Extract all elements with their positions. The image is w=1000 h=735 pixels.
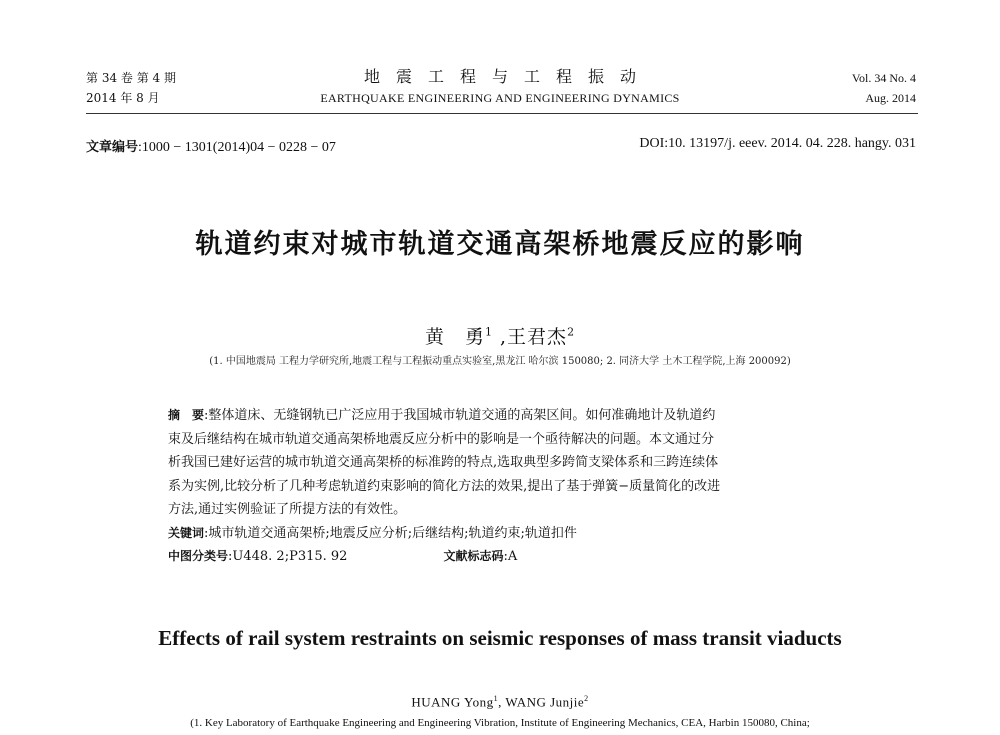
issue-volume: 第 34 卷 第 4 期 <box>86 71 176 85</box>
clc-value: :U448. 2;P315. 92 <box>228 549 348 564</box>
author-cn-2: 王君杰 <box>507 326 568 348</box>
author-en-2: WANG Junjie <box>505 694 585 710</box>
issue-info-en <box>852 68 916 108</box>
authors-cn <box>0 322 1000 349</box>
clc-label: 中图分类号 <box>168 549 229 563</box>
issue-date-en: Aug. 2014 <box>865 91 916 105</box>
keywords-value: :城市轨道交通高架桥;地震反应分析;后继结构;轨道约束;轨道扣件 <box>204 525 577 541</box>
abstract-line: 系为实例,比较分析了几种考虑轨道约束影响的简化方法的效果,提出了基于弹簧−质量简化的改进 <box>168 478 721 494</box>
authors-en <box>0 694 1000 710</box>
doi: DOI:10. 13197/j. eeev. 2014. 04. 228. hangy. 031 <box>639 136 916 151</box>
issue-volume-en: Vol. 34 No. 4 <box>851 71 916 85</box>
article-number-label: 文章编号 <box>86 140 139 155</box>
abstract-line: 方法,通过实例验证了所提方法的有效性。 <box>168 502 407 517</box>
paper-title-cn: 轨道约束对城市轨道交通高架桥地震反应的影响 <box>195 229 805 260</box>
keywords-label: 关键词 <box>168 525 205 540</box>
abstract-block <box>168 404 836 569</box>
keywords <box>168 522 836 546</box>
header-divider <box>86 113 918 114</box>
author-separator: , <box>492 326 508 348</box>
doc-code-label: 文献标志码 <box>443 549 504 563</box>
abstract-line: 摘 要:整体道床、无缝钢轨已广泛应用于我国城市轨道交通的高架区间。如何准确地计及轨道约 <box>168 408 716 423</box>
article-number-value: :1000 − 1301(2014)04 − 0228 − 07 <box>138 140 336 155</box>
author-en-separator: , <box>498 694 506 710</box>
author-en-2-affil: 2 <box>584 694 589 703</box>
author-cn-2-affil: 2 <box>567 325 576 339</box>
abstract-line: 束及后继结构在城市轨道交通高架桥地震反应分析中的影响是一个亟待解决的问题。本文通过分 <box>168 431 715 447</box>
author-en-1: HUANG Yong <box>411 694 494 710</box>
affiliation-en: (1. Key Laboratory of Earthquake Engineering and Engineering Vibration, Institute of Engineering Mechanics, CEA, Harbin 150080, China; <box>190 717 810 729</box>
issue-date: 2014 年 8 月 <box>86 91 160 105</box>
paper-title-en: Effects of rail system restraints on seismic responses of mass transit viaducts <box>158 626 842 650</box>
author-cn-1: 黄 勇 <box>424 326 485 348</box>
journal-name-en: EARTHQUAKE ENGINEERING AND ENGINEERING DYNAMICS <box>320 91 680 105</box>
abstract-line: 析我国已建好运营的城市轨道交通高架桥的标准跨的特点,选取典型多跨简支梁体系和三跨连续体 <box>168 455 719 470</box>
affiliation-cn: (1. 中国地震局 工程力学研究所,地震工程与工程振动重点实验室,黑龙江 哈尔滨 150080; 2. 同济大学 土木工程学院,上海 200092) <box>209 356 791 367</box>
doc-code-value: :A <box>503 549 518 564</box>
abstract-label: 摘 要 <box>168 408 205 422</box>
article-number <box>86 136 336 156</box>
classification <box>168 545 836 569</box>
author-en-1-affil: 1 <box>493 694 499 703</box>
author-cn-1-affil: 1 <box>484 325 493 339</box>
journal-name <box>0 66 1000 108</box>
journal-name-cn: 地震工程与工程振动 <box>363 67 652 86</box>
